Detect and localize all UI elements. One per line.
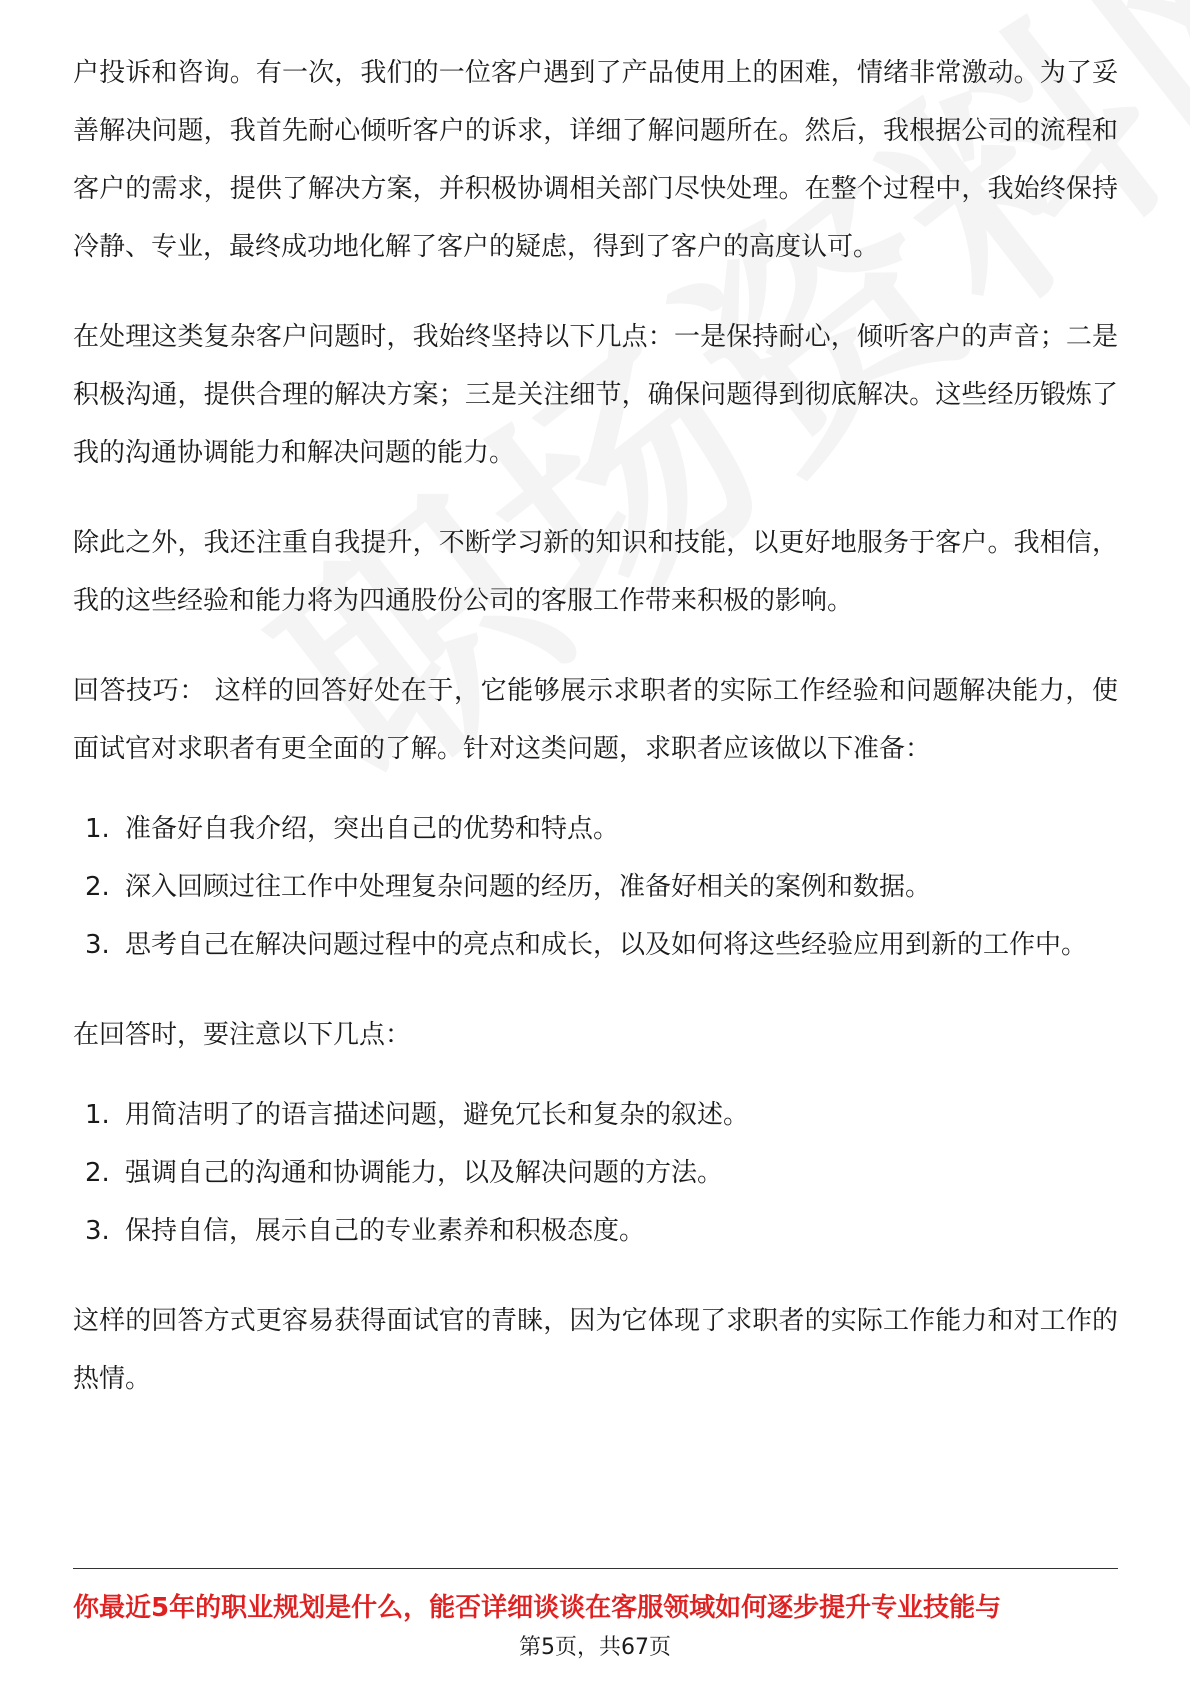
list-item-number: 2. — [85, 872, 110, 902]
list-item-text: 准备好自我介绍，突出自己的优势和特点。 — [125, 814, 620, 844]
list-item — [73, 1202, 1118, 1260]
list-item — [73, 1086, 1118, 1144]
paragraph-notes-intro: 在回答时，要注意以下几点： — [73, 1020, 412, 1050]
preparation-list — [73, 800, 1118, 974]
list-item-number: 3. — [85, 1216, 110, 1246]
list-item — [73, 858, 1118, 916]
paragraph-conclusion: 这样的回答方式更容易获得面试官的青睐，因为它体现了求职者的实际工作能力和对工作的热情。 — [73, 1306, 1118, 1394]
page-number: 第5页，共67页 — [519, 1635, 671, 1660]
paragraph-answer-tips: 回答技巧： 这样的回答好处在于，它能够展示求职者的实际工作经验和问题解决能力，使面试官对求职者有更全面的了解。针对这类问题，求职者应该做以下准备： — [73, 676, 1118, 764]
list-item-number: 1. — [85, 814, 110, 844]
list-item — [73, 916, 1118, 974]
list-item-number: 3. — [85, 930, 110, 960]
notes-list — [73, 1086, 1118, 1260]
list-item-text: 保持自信，展示自己的专业素养和积极态度。 — [125, 1216, 646, 1246]
next-question-heading: 你最近5年的职业规划是什么，能否详细谈谈在客服领域如何逐步提升专业技能与 — [73, 1593, 1002, 1623]
list-item-text: 思考自己在解决问题过程中的亮点和成长，以及如何将这些经验应用到新的工作中。 — [125, 930, 1088, 960]
list-item — [73, 800, 1118, 858]
list-item-text: 深入回顾过往工作中处理复杂问题的经历，准备好相关的案例和数据。 — [125, 872, 932, 902]
list-item — [73, 1144, 1118, 1202]
paragraph-customer-story: 户投诉和咨询。有一次，我们的一位客户遇到了产品使用上的困难，情绪非常激动。为了妥善解决问题，我首先耐心倾听客户的诉求，详细了解问题所在。然后，我根据公司的流程和客户的需求，提供了解决方案，并积极协调相关部门尽快处理。在整个过程中，我始终保持冷静、专业，最终成功地化解了客户的疑虑，得到了客户的高度认可。 — [73, 58, 1118, 262]
paragraph-self-improvement: 除此之外，我还注重自我提升，不断学习新的知识和技能，以更好地服务于客户。我相信，我的这些经验和能力将为四通股份公司的客服工作带来积极的影响。 — [73, 528, 1118, 616]
page-content — [73, 44, 1118, 1408]
list-item-text: 用简洁明了的语言描述问题，避免冗长和复杂的叙述。 — [125, 1100, 750, 1130]
list-item-number: 2. — [85, 1158, 110, 1188]
list-item-number: 1. — [85, 1100, 110, 1130]
paragraph-principles: 在处理这类复杂客户问题时，我始终坚持以下几点：一是保持耐心，倾听客户的声音；二是积极沟通，提供合理的解决方案；三是关注细节，确保问题得到彻底解决。这些经历锻炼了我的沟通协调能力和解决问题的能力。 — [73, 322, 1118, 468]
list-item-text: 强调自己的沟通和协调能力，以及解决问题的方法。 — [125, 1158, 724, 1188]
footer-divider — [73, 1568, 1118, 1569]
